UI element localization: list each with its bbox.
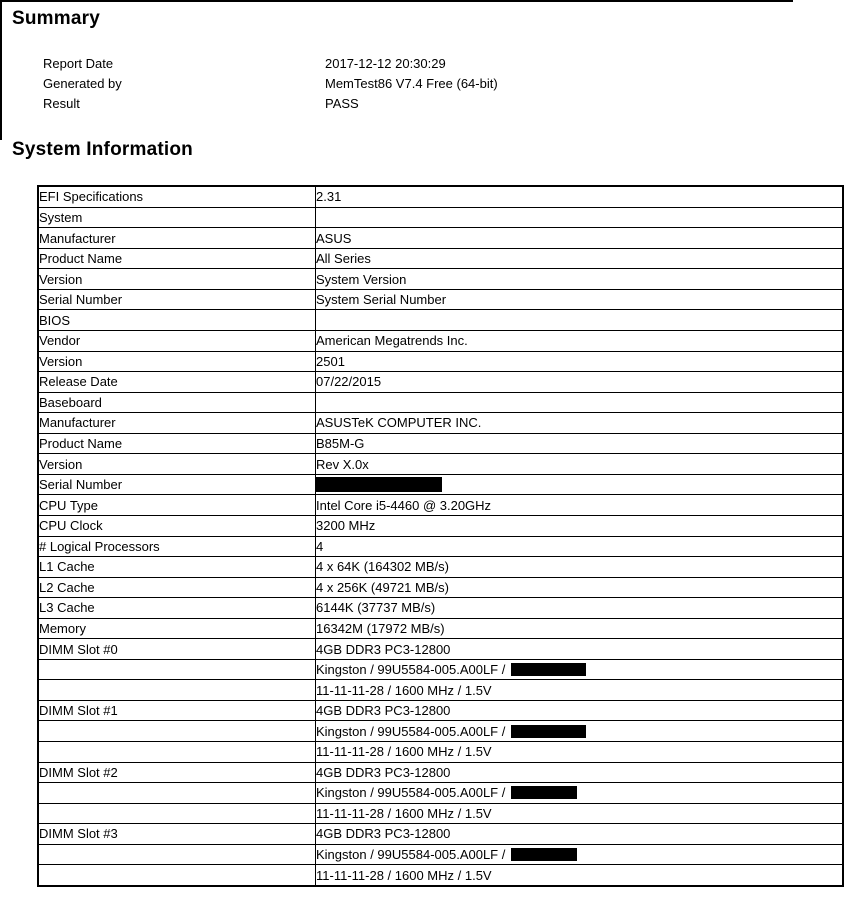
- table-cell-label: Version: [38, 454, 316, 475]
- table-cell-label: Manufacturer: [38, 413, 316, 434]
- table-cell-value-text: 11-11-11-28 / 1600 MHz / 1.5V: [316, 805, 492, 821]
- summary-row-label: Generated by: [43, 76, 122, 91]
- table-cell-value-text: 2.31: [316, 189, 342, 205]
- table-cell-value: [316, 330, 844, 351]
- table-cell-label: DIMM Slot #1: [38, 700, 316, 721]
- table-cell-label: [38, 803, 316, 824]
- summary-row: [43, 74, 498, 94]
- table-cell-value-text: Kingston / 99U5584-005.A00LF /: [316, 846, 509, 862]
- table-cell-value: [316, 536, 844, 557]
- table-cell-value: [316, 680, 844, 701]
- table-cell-value-text: 4GB DDR3 PC3-12800: [316, 764, 451, 780]
- table-cell-value: [316, 372, 844, 393]
- table-cell-value: [316, 844, 844, 865]
- table-row: [38, 536, 843, 557]
- window-border-top: [0, 0, 793, 2]
- table-row: [38, 330, 843, 351]
- table-cell-label: Product Name: [38, 248, 316, 269]
- table-cell-value: [316, 598, 844, 619]
- table-cell-value: [316, 618, 844, 639]
- table-cell-value-text: 4GB DDR3 PC3-12800: [316, 826, 451, 842]
- table-row: [38, 844, 843, 865]
- table-cell-label: Baseboard: [38, 392, 316, 413]
- table-cell-value: [316, 783, 844, 804]
- table-row: [38, 783, 843, 804]
- table-cell-value: [316, 289, 844, 310]
- table-cell-label: [38, 680, 316, 701]
- table-cell-label: DIMM Slot #3: [38, 824, 316, 845]
- table-cell-value-text: ASUSTeK COMPUTER INC.: [316, 415, 482, 431]
- table-cell-label: L1 Cache: [38, 557, 316, 578]
- summary-row-value: 2017-12-12 20:30:29: [325, 56, 446, 71]
- table-cell-value: [316, 741, 844, 762]
- redacted-bar: [511, 663, 586, 676]
- table-cell-label: Version: [38, 269, 316, 290]
- table-row: [38, 351, 843, 372]
- table-row: [38, 803, 843, 824]
- summary-row-value: MemTest86 V7.4 Free (64-bit): [325, 76, 498, 91]
- table-cell-value-text: ASUS: [316, 230, 352, 246]
- table-row: [38, 577, 843, 598]
- table-cell-value-text: 6144K (37737 MB/s): [316, 600, 436, 616]
- table-cell-value-text: 4: [316, 538, 324, 554]
- table-cell-value-text: B85M-G: [316, 435, 365, 451]
- system-information-heading: System Information: [12, 139, 193, 160]
- table-cell-value-text: American Megatrends Inc.: [316, 333, 468, 349]
- table-cell-label: L3 Cache: [38, 598, 316, 619]
- table-cell-label: CPU Type: [38, 495, 316, 516]
- table-cell-value-text: Rev X.0x: [316, 456, 369, 472]
- table-cell-value: [316, 454, 844, 475]
- table-cell-label: [38, 844, 316, 865]
- table-row: [38, 557, 843, 578]
- table-cell-value: [316, 248, 844, 269]
- table-cell-label: BIOS: [38, 310, 316, 331]
- table-cell-value-text: 3200 MHz: [316, 518, 376, 534]
- table-cell-value-text: 4GB DDR3 PC3-12800: [316, 703, 451, 719]
- summary-row-label: Result: [43, 96, 80, 111]
- table-cell-value-text: 4GB DDR3 PC3-12800: [316, 641, 451, 657]
- table-cell-value: [316, 803, 844, 824]
- table-cell-label: Memory: [38, 618, 316, 639]
- table-cell-value-text: 11-11-11-28 / 1600 MHz / 1.5V: [316, 682, 492, 698]
- table-cell-value: [316, 310, 844, 331]
- table-row: [38, 680, 843, 701]
- table-cell-label: DIMM Slot #0: [38, 639, 316, 660]
- summary-heading: Summary: [12, 8, 100, 29]
- table-cell-label: Serial Number: [38, 289, 316, 310]
- table-cell-label: # Logical Processors: [38, 536, 316, 557]
- table-row: [38, 228, 843, 249]
- summary-row-value: PASS: [325, 96, 359, 111]
- table-cell-label: [38, 659, 316, 680]
- table-cell-value: [316, 413, 844, 434]
- table-cell-value-text: 11-11-11-28 / 1600 MHz / 1.5V: [316, 867, 492, 883]
- table-cell-value: [316, 186, 844, 207]
- table-cell-label: [38, 721, 316, 742]
- table-cell-value: [316, 557, 844, 578]
- table-row: [38, 207, 843, 228]
- table-row: [38, 248, 843, 269]
- table-cell-value-text: 07/22/2015: [316, 374, 382, 390]
- table-row: [38, 762, 843, 783]
- table-cell-value-text: 2501: [316, 353, 345, 369]
- table-row: [38, 289, 843, 310]
- table-row: [38, 186, 843, 207]
- table-row: [38, 495, 843, 516]
- table-cell-value: [316, 700, 844, 721]
- table-cell-value: [316, 392, 844, 413]
- table-cell-value: [316, 721, 844, 742]
- window-border-left: [0, 0, 2, 140]
- table-row: [38, 433, 843, 454]
- table-row: [38, 515, 843, 536]
- redacted-bar: [316, 477, 442, 492]
- table-row: [38, 269, 843, 290]
- table-cell-label: Product Name: [38, 433, 316, 454]
- table-cell-value-text: Intel Core i5-4460 @ 3.20GHz: [316, 497, 492, 513]
- table-row: [38, 700, 843, 721]
- table-cell-label: [38, 741, 316, 762]
- table-row: [38, 618, 843, 639]
- table-cell-value: [316, 269, 844, 290]
- redacted-bar: [511, 848, 577, 861]
- table-cell-value: [316, 433, 844, 454]
- table-cell-value: [316, 495, 844, 516]
- table-cell-value-text: All Series: [316, 251, 371, 267]
- table-row: [38, 413, 843, 434]
- table-cell-value: [316, 515, 844, 536]
- table-row: [38, 372, 843, 393]
- table-cell-value: [316, 228, 844, 249]
- table-cell-label: [38, 783, 316, 804]
- table-cell-label: CPU Clock: [38, 515, 316, 536]
- table-cell-value: [316, 577, 844, 598]
- table-cell-value: [316, 474, 844, 495]
- table-cell-value: [316, 659, 844, 680]
- table-cell-value-text: Kingston / 99U5584-005.A00LF /: [316, 723, 509, 739]
- summary-row: [43, 54, 498, 74]
- table-row: [38, 598, 843, 619]
- table-cell-value: [316, 824, 844, 845]
- table-cell-label: Version: [38, 351, 316, 372]
- table-cell-value: [316, 762, 844, 783]
- table-cell-value: [316, 639, 844, 660]
- redacted-bar: [511, 786, 577, 799]
- table-cell-value: [316, 351, 844, 372]
- system-information-table: [37, 185, 844, 887]
- table-row: [38, 474, 843, 495]
- table-row: [38, 639, 843, 660]
- table-cell-value-text: Kingston / 99U5584-005.A00LF /: [316, 662, 509, 678]
- table-cell-value-text: Kingston / 99U5584-005.A00LF /: [316, 785, 509, 801]
- table-cell-value-text: 4 x 64K (164302 MB/s): [316, 559, 449, 575]
- table-cell-label: EFI Specifications: [38, 186, 316, 207]
- table-row: [38, 824, 843, 845]
- table-row: [38, 454, 843, 475]
- table-cell-label: Manufacturer: [38, 228, 316, 249]
- table-row: [38, 741, 843, 762]
- table-cell-value-text: 11-11-11-28 / 1600 MHz / 1.5V: [316, 744, 492, 760]
- table-row: [38, 865, 843, 886]
- table-row: [38, 310, 843, 331]
- table-cell-label: L2 Cache: [38, 577, 316, 598]
- table-row: [38, 721, 843, 742]
- redacted-bar: [511, 725, 586, 738]
- table-cell-value: [316, 865, 844, 886]
- table-cell-value-text: 4 x 256K (49721 MB/s): [316, 579, 449, 595]
- table-cell-value-text: System Serial Number: [316, 292, 447, 308]
- table-cell-label: Release Date: [38, 372, 316, 393]
- table-cell-label: Vendor: [38, 330, 316, 351]
- table-row: [38, 392, 843, 413]
- table-cell-label: DIMM Slot #2: [38, 762, 316, 783]
- table-row: [38, 659, 843, 680]
- table-cell-label: Serial Number: [38, 474, 316, 495]
- summary-row: [43, 94, 498, 114]
- summary-row-label: Report Date: [43, 56, 114, 71]
- table-cell-value-text: System Version: [316, 271, 407, 287]
- table-cell-value-text: 16342M (17972 MB/s): [316, 620, 445, 636]
- table-cell-value: [316, 207, 844, 228]
- table-cell-label: [38, 865, 316, 886]
- summary-list: [43, 54, 498, 114]
- table-cell-label: System: [38, 207, 316, 228]
